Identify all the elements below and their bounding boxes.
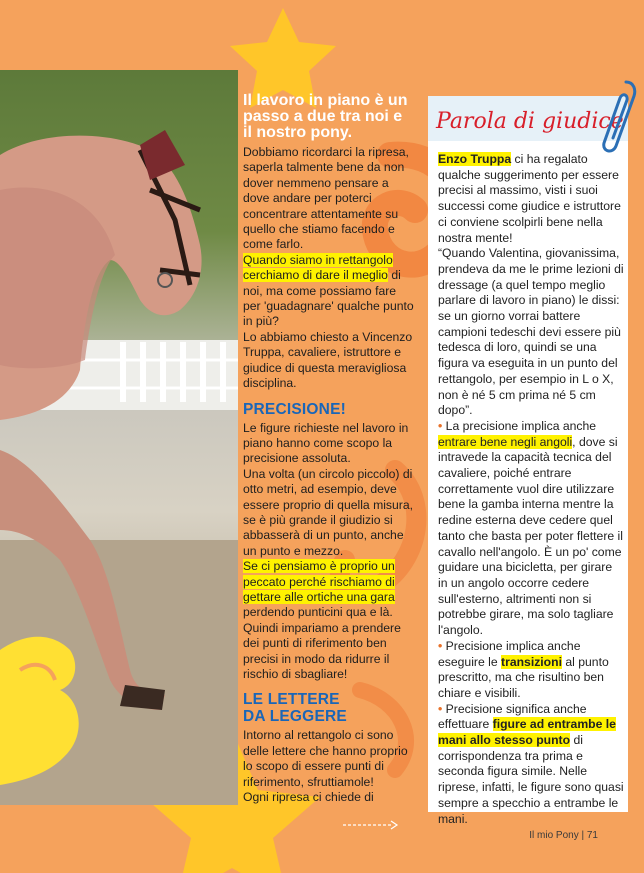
bullet-icon: • <box>438 418 443 433</box>
judge-intro-rest: ci ha regalato qualche suggerimento per essere precisi al massimo, visti i suoi successi come giudice e istruttore ci conviene scolpirli bene nella nostra mente! <box>438 152 621 245</box>
precision-paragraph-2: Una volta (un circolo piccolo) di otto metri, ad esempio, deve essere proprio di quella misura, se è più grande il giudizio si abbasserà di un punto, anche un punto e mezzo. <box>243 466 414 558</box>
judge-body <box>438 152 624 827</box>
highlight-text: Se ci pensiamo è proprio un peccato perché rischiamo di gettare alle ortiche una gara <box>243 559 395 604</box>
continue-arrow-icon <box>343 820 399 830</box>
judge-intro <box>438 152 624 246</box>
judge-bullet-2 <box>438 639 624 702</box>
bullet-1-post: , dove si intravede la capacità tecnica del cavaliere, poiché entrare correttamente vuol dire utilizzare bene la gamba interna mentre la redine esterna deve cedere quel tanto che basta per poter flettere il cavallo nell'angolo. È un po' come guidare una bicicletta, per girare in un angolo occorre cedere sull'esterno, altrimenti non si potrebbe girare, ma solo tagliare l'angolo. <box>438 434 623 638</box>
letters-paragraph-2: Ogni ripresa ci chiede di <box>243 790 374 805</box>
judge-name: Enzo Truppa <box>438 152 512 166</box>
judge-bullet-1 <box>438 419 624 639</box>
judge-sidebar-box <box>428 96 628 826</box>
bullet-icon: • <box>438 701 443 716</box>
bullet-1-pre: La precisione implica anche <box>445 418 597 433</box>
page-footer: Il mio Pony | 71 <box>529 830 598 841</box>
paperclip-icon <box>596 76 640 156</box>
precision-paragraph-4: Quindi impariamo a prendere dei punti di riferimento ben precisi in modo da ridurre il rischio di sbagliare! <box>243 620 401 681</box>
precision-paragraph-3 <box>243 559 415 621</box>
highlight-text: entrare bene negli angoli <box>438 434 573 449</box>
intro-paragraph-2 <box>243 253 415 330</box>
precision-p3-rest: perdendo punticini qua e là. <box>243 605 393 620</box>
judge-bullet-3 <box>438 702 624 828</box>
highlight-text: transizioni <box>501 654 562 669</box>
highlight-text: figure ad entrambe le mani allo stesso punto <box>438 717 616 748</box>
bullet-3-pre: Precisione significa anche effettuare <box>438 701 587 732</box>
section-title-letters: LE LETTERE DA LEGGERE <box>243 691 347 726</box>
pony-silhouette-logo <box>0 630 120 805</box>
section-title-precision: PRECISIONE! <box>243 400 346 418</box>
intro-paragraph: Dobbiamo ricordarci la ripresa, saperla talmente bene da non dover nemmeno pensare a dove andare per poterci concentrare attentamente su quello che stiamo facendo e come farlo. <box>243 145 409 252</box>
highlight-text: Quando siamo in rettangolo cerchiamo di dare il meglio <box>243 252 393 283</box>
precision-paragraph-1: Le figure richieste nel lavoro in piano hanno come scopo la precisione assoluta. <box>243 420 409 466</box>
main-article-column <box>243 93 415 805</box>
bullet-2-post: al punto prescritto, ma che risultino ben chiare e visibili. <box>438 654 609 700</box>
bullet-2-pre: Precisione implica anche eseguire le <box>438 638 581 669</box>
judge-title: Parola di giudice <box>436 109 624 134</box>
intro-p2-rest: di noi, ma come possiamo fare per 'guadagnare' qualche punto in più? <box>243 268 414 329</box>
intro-paragraph-3: Lo abbiamo chiesto a Vincenzo Truppa, cavaliere, istruttore e giudice di questa meravigliosa disciplina. <box>243 329 413 391</box>
bullet-3-post: di corrispondenza tra prima e seconda figura simile. Nelle riprese, infatti, le figure sono quasi sempre a specchio a entrambe le mani. <box>438 733 624 826</box>
horse-photo <box>0 70 238 805</box>
judge-quote: “Quando Valentina, giovanissima, prendeva da me le prime lezioni di dressage (a quel tempo meglio parlare di lavoro in piano) le dissi: se un giorno vorrai battere campioni tedeschi devi essere più tedesca di loro, quindi se una figura va eseguita in un punto del rettangolo, per esempio in L o X, non è né 5 cm prima né 5 cm dopo”. <box>438 246 624 418</box>
bullet-icon: • <box>438 638 443 653</box>
intro-title: Il lavoro in piano è un passo a due tra noi e il nostro pony. <box>243 92 408 141</box>
letters-paragraph-1: Intorno al rettangolo ci sono delle lettere che hanno proprio lo scopo di essere punti di riferimento, sfruttiamole! <box>243 728 408 789</box>
